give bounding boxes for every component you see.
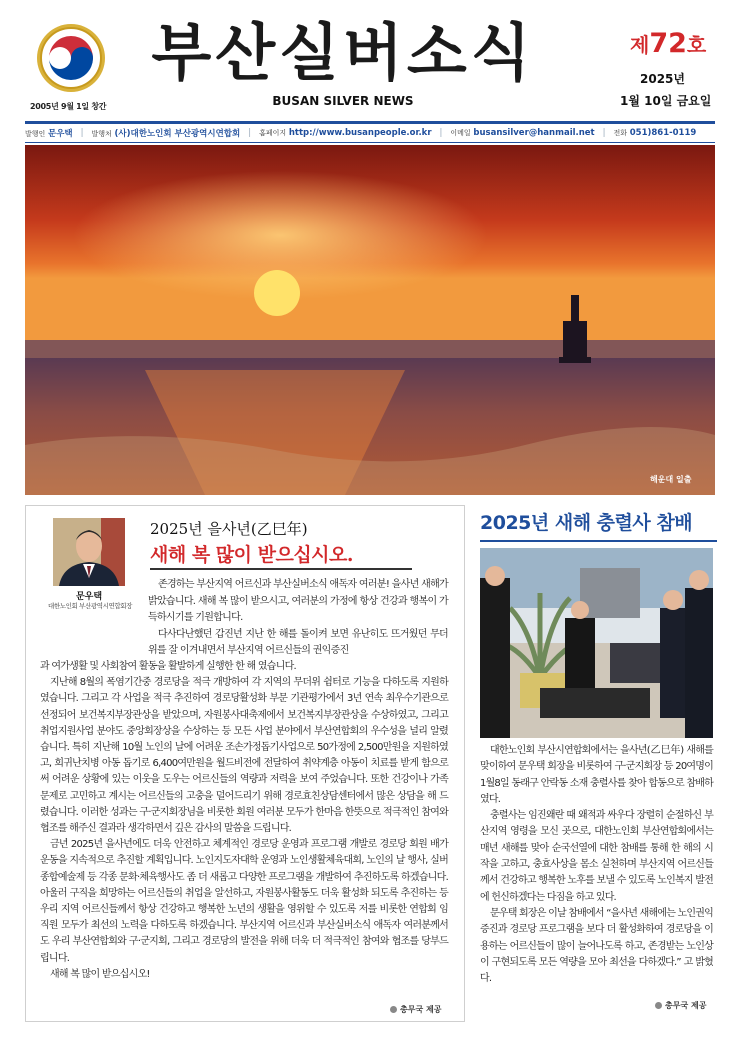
sunrise-photo-caption: 해운대 일출 bbox=[650, 475, 692, 484]
article-credit: 총무국 제공 bbox=[390, 1004, 441, 1015]
side-article-credit: 총무국 제공 bbox=[655, 1000, 706, 1011]
publisher-label: 발행인 bbox=[25, 130, 46, 138]
side-title-underline bbox=[480, 540, 717, 542]
side-paragraph: 충렬사는 임진왜란 때 왜적과 싸우다 장렬히 순절하신 부산지역 영령을 모신 곳으로, 대한노인회 부산연합회에서는 매년 새해를 맞아 순국선열에 대한 참배를 통해 한 해의 시작을 고하고, 충효사상을 몸소 실천하며 부산지역 어르신들께서 건강하고 행복한 노후를 보낼 수 있도록 노인복지 발전에 헌신하겠다는 다짐을 하고 있다. bbox=[480, 810, 713, 903]
title-underline bbox=[150, 568, 412, 570]
founded-date: 2005년 9월 1일 창간 bbox=[30, 102, 107, 111]
article-paragraph: 다사다난했던 갑진년 지난 한 해를 돌이켜 보면 유난히도 뜨거웠던 무더위를 잘 이겨내면서 부산지역 어르신들의 권익증진 bbox=[148, 628, 448, 656]
phone-label: 전화 bbox=[613, 129, 628, 137]
article-paragraph: 지난해 8월의 폭염기간중 경로당을 적극 개방하여 각 지역의 무더위 쉼터로 기능을 다하도록 지원하였습니다. 그리고 각 사업을 적극 추진하여 경로당활성화 부문 기관평가에서 3년 연속 최우수기관으로 선정되어 보건복지부장관상을 받았으며, 자원봉사대축제에서 보건복지부장관상을 수상하였고, 그리고 취업지원사업 분야도 중앙회장상을 수상하는 등 모든 사업 분야에서 부산연합회의 우수성을 널리 알렸습니다. 특히 지난해 10월 노인의 날에 어려운 조손가정돕기사업으로 50가정에 2,500만원을 지원하였고, 희귀난치병 아동 돕기로 6,400여만원을 월드비전에 전달하여 취약계층 아동이 치료를 받게 함으로써 어려운 상황에 있는 이웃을 도우는 어르신들의 역량과 저력을 보여 주었습니다. 또한 건강이나 가족문제로 고민하고 계시는 어르신들의 고충을 덜어드리기 위해 경로효친상담센터에서 많은 상담을 해 드렸습니다. 이러한 성과는 구·군지회장님을 비롯한 회원 여러분 모두가 한마음 한뜻으로 적극적인 참여와 협조를 해주신 결과라 생각하면서 깊은 감사의 말씀을 드립니다. bbox=[40, 677, 448, 835]
issue-date-year: 2025년 bbox=[640, 72, 685, 86]
issue-number-value: 72 bbox=[649, 28, 687, 59]
article-paragraph: 과 여가생활 및 사회참여 활동을 활발하게 실행한 한 해 였습니다. bbox=[40, 661, 296, 672]
issuer-label: 발행처 bbox=[91, 130, 112, 138]
issue-date-day: 1월 10일 금요일 bbox=[620, 94, 712, 108]
homepage-label: 홈페이지 bbox=[259, 129, 287, 137]
phone-number: 051)861-0119 bbox=[629, 128, 697, 138]
masthead-title: 부산실버소식 bbox=[151, 16, 535, 89]
taegeuk-emblem-icon bbox=[35, 22, 107, 94]
article-paragraph: 새해 복 많이 받으십시오! bbox=[50, 968, 150, 980]
author-role: 대한노인회 부산광역시연합회장 bbox=[48, 602, 132, 610]
email-link[interactable]: busansilver@hanmail.net bbox=[473, 128, 595, 138]
masthead-subtitle: BUSAN SILVER NEWS bbox=[272, 94, 414, 108]
article-paragraph: 금년 2025년 을사년에도 더욱 안전하고 체계적인 경로당 운영과 프로그램 개발로 경로당 회원 배가운동을 지속적으로 추진할 계획입니다. 노인지도자대학 운영과 노인생활체육대회, 노인의 날 행사, 실버종합예술제 등 각종 문화·체육행사도 좀 더 새롭고 다양한 프로그램을 개발하여 추진하도록 하겠습니다. 아울러 구직을 희망하는 어르신들의 취업을 알선하고, 자원봉사활동도 더욱 활성화 되도록 추진하는 등 우리 지역 어르신들께서 항상 건강하고 행복한 노년의 생활을 영위할 수 있도록 저를 비롯한 연합회 임직원 모두가 최선의 노력을 다하도록 하겠습니다. 부산지역 어르신과 부산실버소식 애독자 여러분께서도 우리 부산연합회와 구·군지회, 그리고 경로당의 발전을 위해 더욱 더 적극적인 참여와 협조를 당부드립니다. bbox=[40, 839, 448, 964]
publisher-info-bar: 발행인 문우택 | 발행처 (사)대한노인회 부산광역시연합회 | 홈페이지 http://www.busanpeople.or.kr | 이메일 busansilver@hanmail.net | 전화 051)861-0119 bbox=[25, 121, 715, 143]
publisher-name: 문우택 bbox=[48, 129, 73, 139]
article-title: 새해 복 많이 받으십시오. bbox=[150, 544, 353, 566]
homepage-link[interactable]: http://www.busanpeople.or.kr bbox=[288, 128, 432, 138]
article-subtitle: 2025년 을사년(乙巳年) bbox=[150, 520, 308, 538]
credit-bullet-icon bbox=[390, 1006, 397, 1013]
sunrise-photo bbox=[25, 145, 715, 495]
issue-number: 제72호 bbox=[630, 28, 707, 59]
article-paragraph: 존경하는 부산지역 어르신과 부산실버소식 애독자 여러분! 을사년 새해가 밝았습니다. 새해 복 많이 받으시고, 여러분의 가정에 항상 건강과 행복이 가득하시기를 기원합니다. bbox=[148, 579, 448, 623]
email-label: 이메일 bbox=[450, 129, 471, 137]
issuer-name: (사)대한노인회 부산광역시연합회 bbox=[114, 129, 241, 139]
side-paragraph: 문우택 회장은 이날 참배에서 “을사년 새해에는 노인권익 증진과 경로당 프로그램을 보다 더 활성화하여 경로당을 이용하는 어르신들이 많이 늘어나도록 하고, 존경받는 노인상이 구현되도록 모든 역량을 모아 최선을 다하겠다.” 고 밝혔다. bbox=[480, 907, 713, 985]
credit-bullet-icon bbox=[655, 1002, 662, 1009]
side-article-body bbox=[480, 743, 713, 987]
article-body-main bbox=[40, 659, 448, 983]
article-body-intro bbox=[148, 577, 448, 660]
memorial-visit-photo bbox=[480, 548, 713, 738]
author-portrait bbox=[53, 518, 125, 586]
side-article-title: 2025년 새해 충렬사 참배 bbox=[480, 512, 693, 534]
author-name: 문우택 bbox=[75, 592, 103, 602]
side-paragraph: 대한노인회 부산시연합회에서는 을사년(乙巳年) 새해를 맞이하여 문우택 회장을 비롯하여 구·군지회장 등 20여명이 1월8일 동래구 안락동 소재 충렬사를 찾아 합동으로 참배하였다. bbox=[480, 745, 713, 805]
